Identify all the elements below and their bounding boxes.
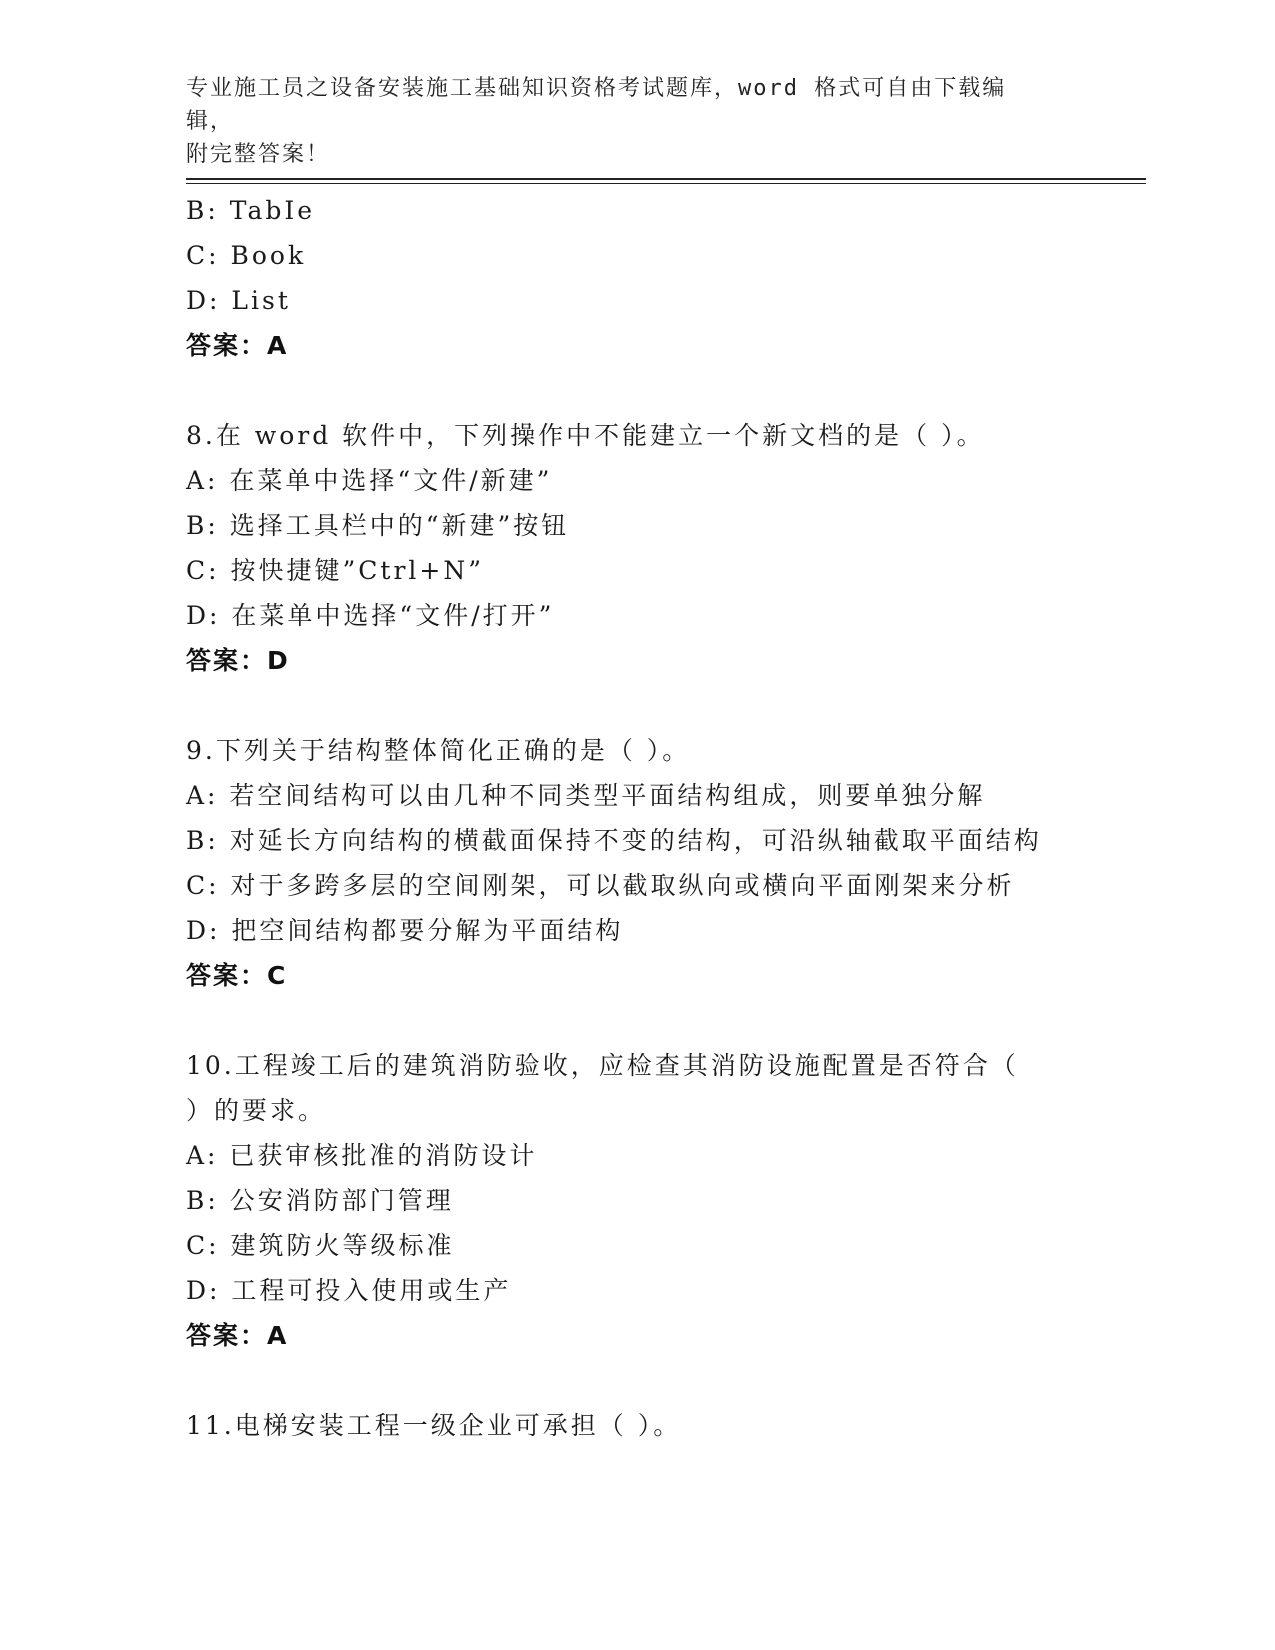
q7-option-b: B: TabIe (186, 196, 316, 225)
q7-option-c: C: Book (186, 241, 307, 270)
spacer (186, 1358, 1146, 1403)
q8-question: 8.在 word 软件中，下列操作中不能建立一个新文档的是（ ）。 (186, 421, 985, 450)
q9-option-a: A: 若空间结构可以由几种不同类型平面结构组成，则要单独分解 (186, 781, 986, 810)
q10-option-a: A: 已获审核批准的消防设计 (186, 1141, 538, 1170)
q7-option-d: D: List (186, 286, 291, 315)
q10-question-line-1: 10.工程竣工后的建筑消防验收，应检查其消防设施配置是否符合（ (186, 1051, 1019, 1080)
q10-option-b: B: 公安消防部门管理 (186, 1186, 454, 1215)
question-8-block (186, 413, 1146, 683)
q10-option-d: D: 工程可投入使用或生产 (186, 1276, 512, 1305)
document-content (186, 188, 1146, 1448)
q7-answer: 答案：A (186, 331, 289, 360)
spacer (186, 683, 1146, 728)
header-rule-thin (186, 183, 1146, 184)
q8-option-a: A: 在菜单中选择“文件/新建” (186, 466, 553, 495)
q8-answer: 答案：D (186, 646, 290, 675)
spacer (186, 368, 1146, 413)
question-7-block (186, 188, 1146, 368)
header-line-2: 附完整答案！ (186, 142, 331, 167)
spacer (186, 998, 1146, 1043)
q8-option-c: C: 按快捷键”Ctrl+N” (186, 556, 485, 585)
page-header (186, 72, 1046, 171)
q10-option-c: C: 建筑防火等级标准 (186, 1231, 455, 1260)
question-10-block (186, 1043, 1146, 1358)
q11-question: 11.电梯安装工程一级企业可承担（ ）。 (186, 1411, 682, 1440)
question-9-block (186, 728, 1146, 998)
q8-option-b: B: 选择工具栏中的“新建”按钮 (186, 511, 570, 540)
q9-question: 9.下列关于结构整体简化正确的是（ ）。 (186, 736, 691, 765)
q9-option-b: B: 对延长方向结构的横截面保持不变的结构，可沿纵轴截取平面结构 (186, 826, 1042, 855)
q10-answer: 答案：A (186, 1321, 289, 1350)
q8-option-d: D: 在菜单中选择“文件/打开” (186, 601, 555, 630)
header-rule-thick (186, 178, 1146, 180)
question-11-block (186, 1403, 1146, 1448)
q9-option-d: D: 把空间结构都要分解为平面结构 (186, 916, 624, 945)
header-line-1: 专业施工员之设备安装施工基础知识资格考试题库，word 格式可自由下载编辑， (186, 76, 1007, 134)
q9-option-c: C: 对于多跨多层的空间刚架，可以截取纵向或横向平面刚架来分析 (186, 871, 1015, 900)
q9-answer: 答案：C (186, 961, 288, 990)
q10-question-line-2: ）的要求。 (186, 1096, 327, 1125)
